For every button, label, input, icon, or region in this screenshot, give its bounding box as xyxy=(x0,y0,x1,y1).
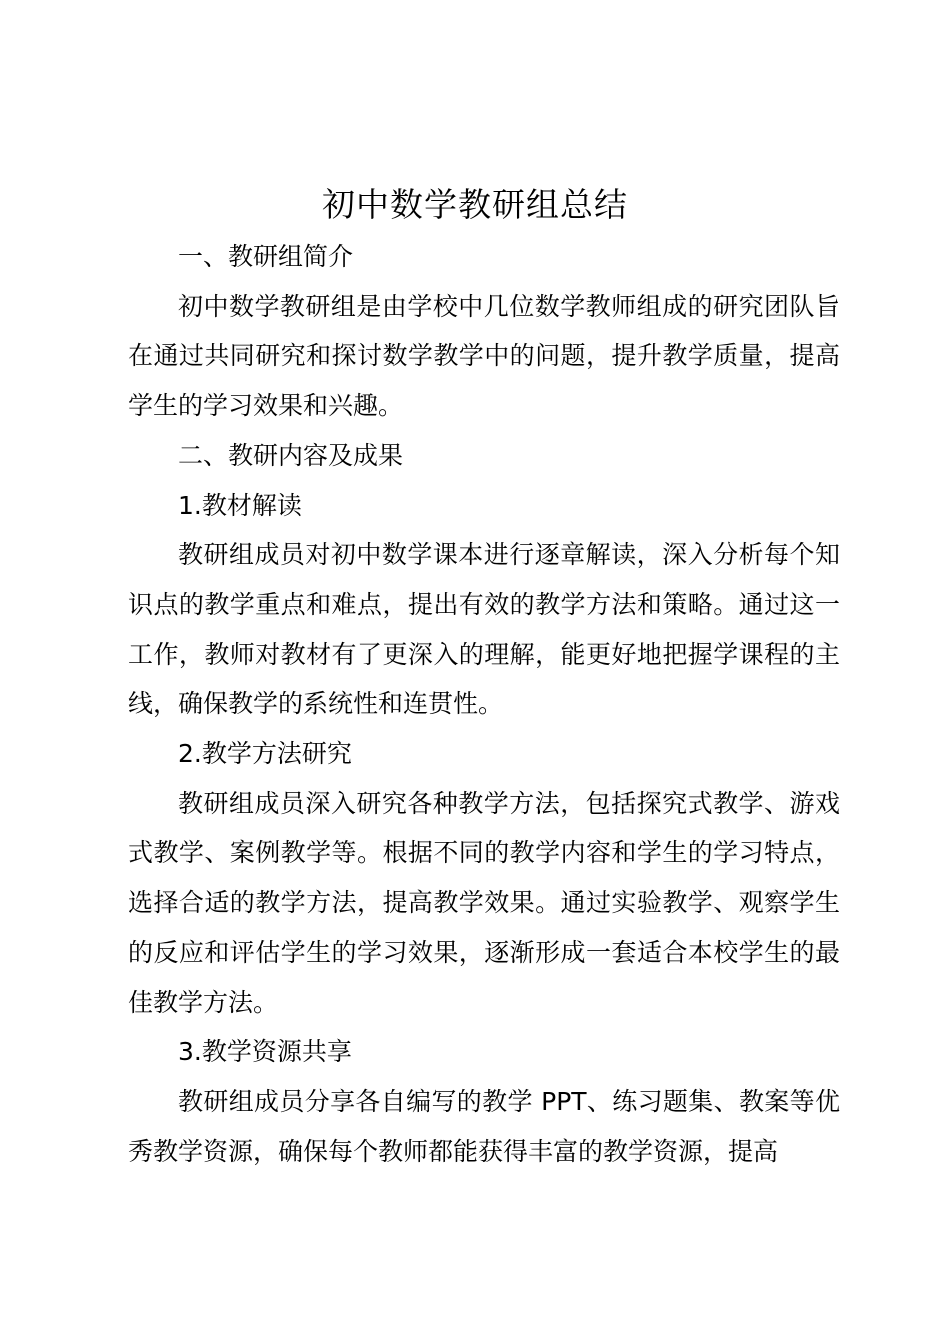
section-heading-content: 二、教研内容及成果 xyxy=(178,440,404,470)
subheading-methods: 2.教学方法研究 xyxy=(178,739,352,769)
paragraph-textbook: 教研组成员对初中数学课本进行逐章解读，深入分析每个知识点的教学重点和难点，提出有效的教学方法和策略。通过这一工作，教师对教材有了更深入的理解，能更好地把握学课程的主线，确保教学的系统性和连贯性。 xyxy=(128,540,840,719)
paragraph-intro: 初中数学教研组是由学校中几位数学教师组成的研究团队旨在通过共同研究和探讨数学教学中的问题，提升教学质量，提高学生的学习效果和兴趣。 xyxy=(128,291,840,421)
document-title: 初中数学教研组总结 xyxy=(322,185,628,224)
paragraph-methods: 教研组成员深入研究各种教学方法，包括探究式教学、游戏式教学、案例教学等。根据不同的教学内容和学生的学习特点，选择合适的教学方法，提高教学效果。通过实验教学、观察学生的反应和评估学生的学习效果，逐渐形成一套适合本校学生的最佳教学方法。 xyxy=(128,788,840,1017)
subheading-resources: 3.教学资源共享 xyxy=(178,1037,352,1067)
subheading-textbook: 1.教材解读 xyxy=(178,490,302,520)
document-body xyxy=(128,232,840,1176)
section-heading-intro: 一、教研组简介 xyxy=(178,242,354,271)
paragraph-resources: 教研组成员分享各自编写的教学 PPT、练习题集、教案等优秀教学资源，确保每个教师都能获得丰富的教学资源，提高 xyxy=(128,1086,840,1166)
